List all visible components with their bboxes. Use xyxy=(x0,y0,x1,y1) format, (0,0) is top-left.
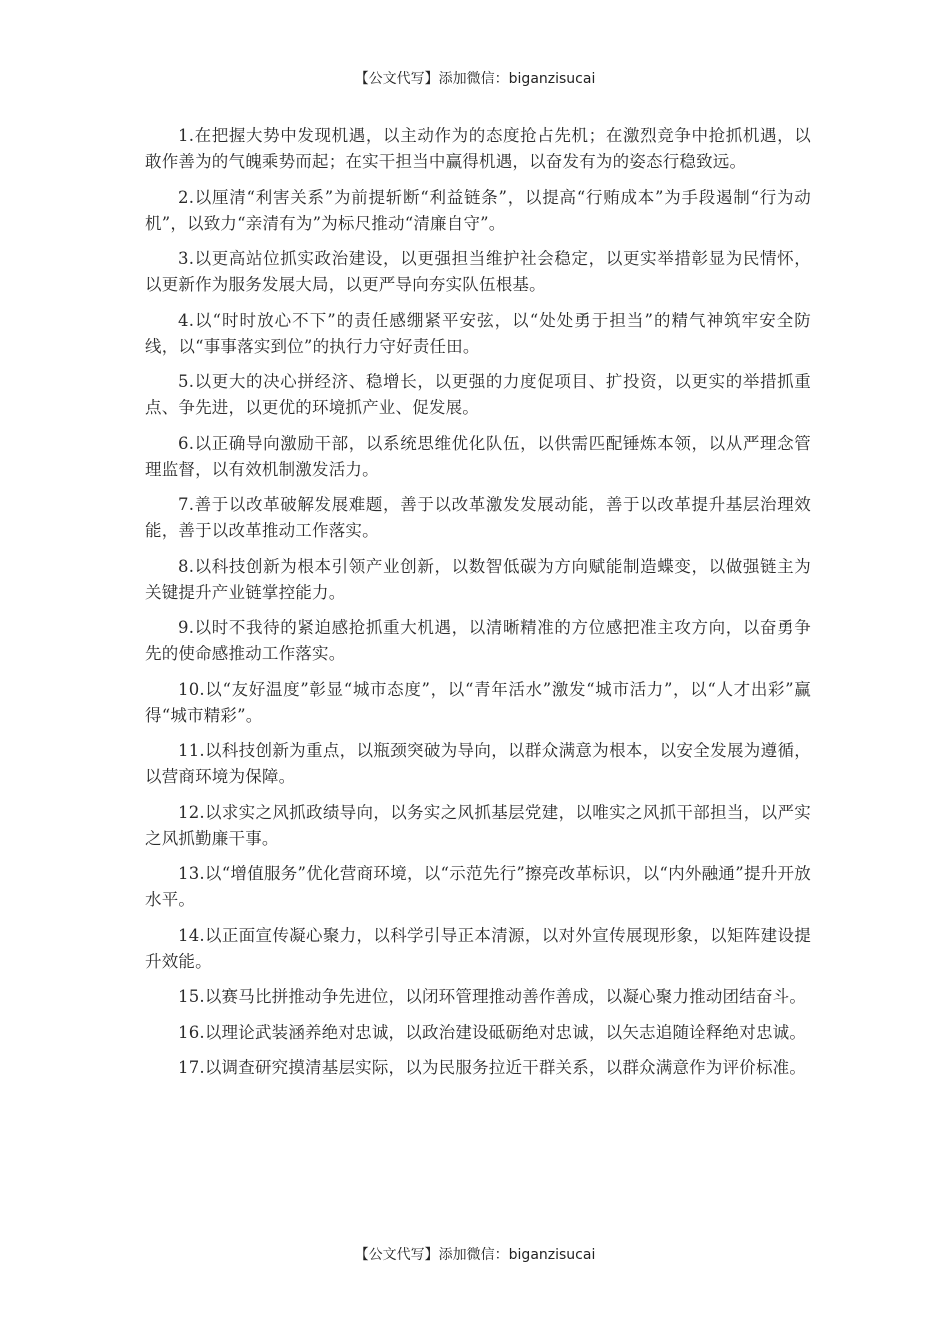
paragraph-14: 14.以正面宣传凝心聚力，以科学引导正本清源，以对外宣传展现形象，以矩阵建设提升效能。 xyxy=(145,925,811,971)
paragraph-2: 2.以厘清“利害关系”为前提斩断“利益链条”，以提高“行贿成本”为手段遏制“行为动机”，以致力“亲清有为”为标尺推动“清廉自守”。 xyxy=(145,187,811,233)
paragraph-7: 7.善于以改革破解发展难题，善于以改革激发发展动能，善于以改革提升基层治理效能，善于以改革推动工作落实。 xyxy=(145,495,811,540)
paragraph-1: 1.在把握大势中发现机遇，以主动作为的态度抢占先机；在激烈竞争中抢抓机遇，以敢作善为的气魄乘势而起；在实干担当中赢得机遇，以奋发有为的姿态行稳致远。 xyxy=(145,126,811,171)
paragraph-5: 5.以更大的决心拼经济、稳增长，以更强的力度促项目、扩投资，以更实的举措抓重点、争先进，以更优的环境抓产业、促发展。 xyxy=(145,372,811,417)
paragraph-9: 9.以时不我待的紧迫感抢抓重大机遇，以清晰精准的方位感把准主攻方向，以奋勇争先的使命感推动工作落实。 xyxy=(145,618,811,663)
paragraph-16: 16.以理论武装涵养绝对忠诚，以政治建设砥砺绝对忠诚，以矢志追随诠释绝对忠诚。 xyxy=(178,1022,807,1042)
paragraph-10: 10.以“友好温度”彰显“城市态度”，以“青年活水”激发“城市活力”，以“人才出彩”赢得“城市精彩”。 xyxy=(145,679,811,725)
page-footer: 【公文代写】添加微信：biganzisucai xyxy=(354,1247,596,1263)
paragraph-15: 15.以赛马比拼推动争先进位，以闭环管理推动善作善成，以凝心聚力推动团结奋斗。 xyxy=(178,987,807,1006)
paragraph-17: 17.以调查研究摸清基层实际，以为民服务拉近干群关系，以群众满意作为评价标准。 xyxy=(178,1058,807,1077)
paragraph-4: 4.以“时时放心不下”的责任感绷紧平安弦，以“处处勇于担当”的精气神筑牢安全防线，以“事事落实到位”的执行力守好责任田。 xyxy=(145,310,811,356)
paragraph-3: 3.以更高站位抓实政治建设，以更强担当维护社会稳定，以更实举措彰显为民情怀，以更新作为服务发展大局，以更严导向夯实队伍根基。 xyxy=(145,249,811,294)
paragraph-13: 13.以“增值服务”优化营商环境，以“示范先行”擦亮改革标识，以“内外融通”提升开放水平。 xyxy=(145,864,811,909)
paragraph-6: 6.以正确导向激励干部，以系统思维优化队伍，以供需匹配锤炼本领，以从严理念管理监督，以有效机制激发活力。 xyxy=(145,433,811,479)
paragraph-12: 12.以求实之风抓政绩导向，以务实之风抓基层党建，以唯实之风抓干部担当，以严实之风抓勤廉干事。 xyxy=(145,802,811,848)
paragraph-11: 11.以科技创新为重点，以瓶颈突破为导向，以群众满意为根本，以安全发展为遵循，以营商环境为保障。 xyxy=(145,741,811,786)
document-body xyxy=(145,123,811,1091)
paragraph-8: 8.以科技创新为根本引领产业创新，以数智低碳为方向赋能制造蝶变，以做强链主为关键提升产业链掌控能力。 xyxy=(145,556,811,602)
page-header: 【公文代写】添加微信：biganzisucai xyxy=(354,71,596,87)
